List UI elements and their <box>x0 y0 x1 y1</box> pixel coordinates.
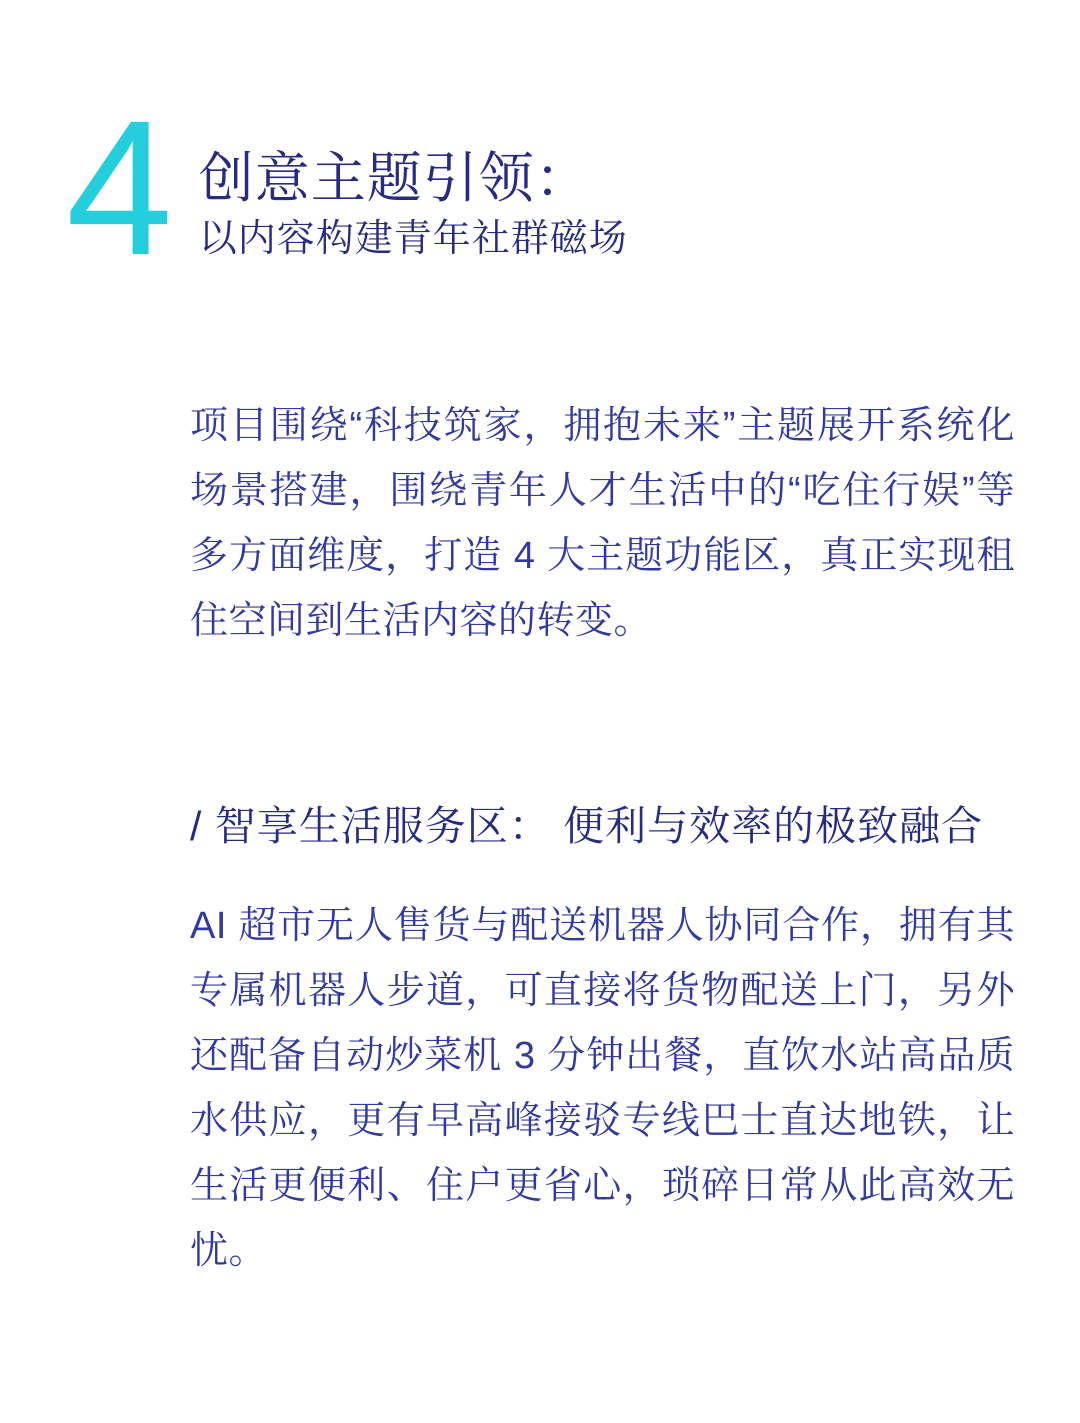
section-header <box>0 0 1080 295</box>
intro-paragraph: 项目围绕“科技筑家，拥抱未来”主题展开系统化场景搭建，围绕青年人才生活中的“吃住行娱”等多方面维度，打造 4 大主题功能区，真正实现租住空间到生活内容的转变。 <box>190 405 1015 643</box>
section-number: 4 <box>66 80 169 295</box>
page-subtitle: 以内容构建青年社群磁场 <box>198 217 628 260</box>
page-title: 创意主题引领： <box>198 147 591 209</box>
section-paragraph: AI 超市无人售货与配送机器人协同合作，拥有其专属机器人步道，可直接将货物配送上门，另外还配备自动炒菜机 3 分钟出餐，直饮水站高品质水供应，更有早高峰接驳专线巴士直达地铁，让生活更便利、住户更省心，琐碎日常从此高效无忧。 <box>190 905 1015 1273</box>
article-body <box>190 394 1015 1284</box>
title-block <box>199 148 628 262</box>
section-heading-smart-life-zone: / 智享生活服务区： 便利与效率的极致融合 <box>190 803 984 850</box>
